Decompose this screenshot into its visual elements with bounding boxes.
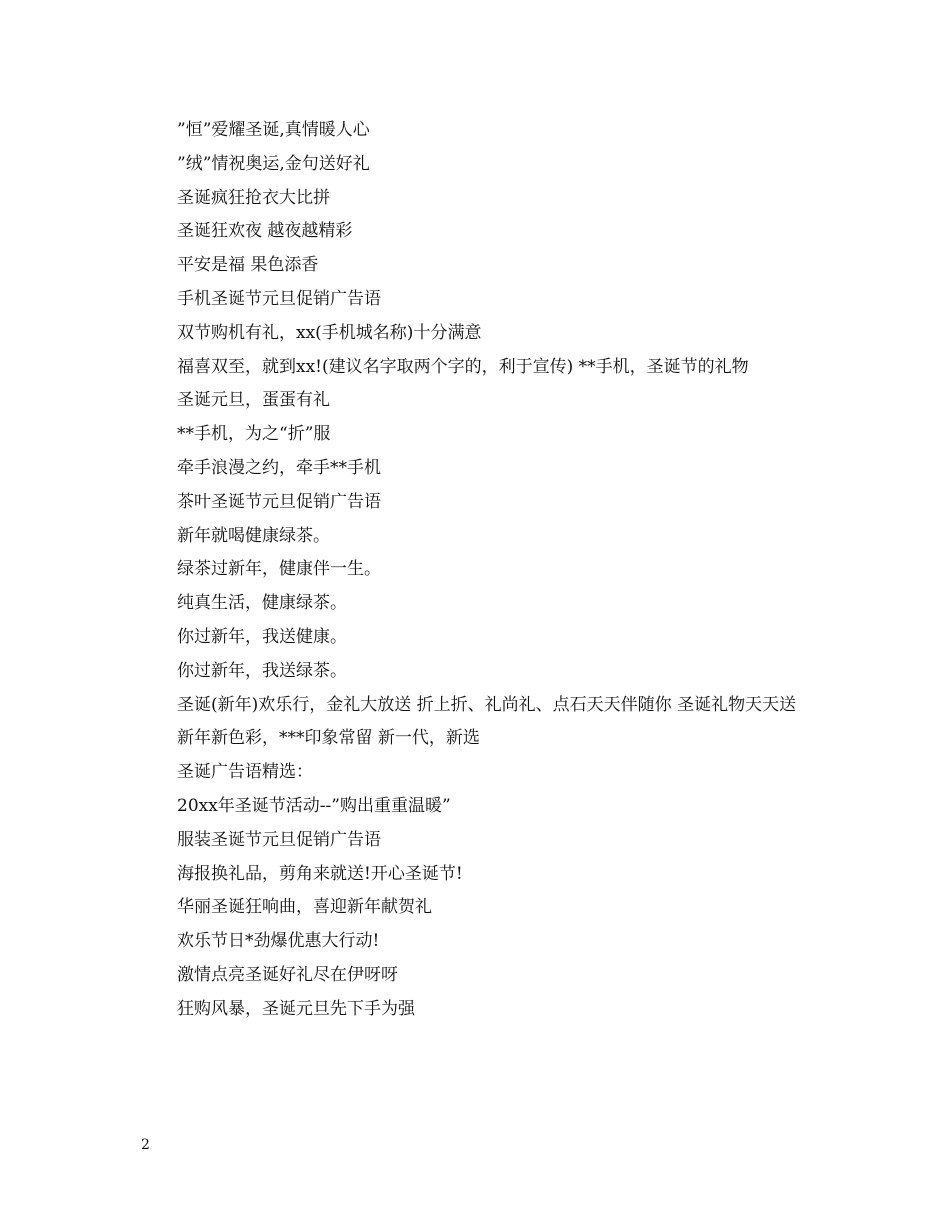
paragraph: 华丽圣诞狂响曲，喜迎新年献贺礼 (177, 897, 432, 918)
paragraph: 平安是福 果色添香 (177, 255, 319, 276)
paragraph: 欢乐节日*劲爆优惠大行动! (177, 931, 380, 952)
paragraph: 狂购风暴，圣诞元旦先下手为强 (177, 998, 415, 1019)
paragraph: ”绒”情祝奥运,金句送好礼 (177, 153, 370, 174)
paragraph: 你过新年，我送绿茶。 (177, 660, 347, 681)
paragraph: 圣诞广告语精选： (177, 762, 313, 783)
paragraph: 牵手浪漫之约，牵手**手机 (177, 457, 381, 478)
paragraph: **手机，为之“折”服 (177, 424, 331, 445)
paragraph: 绿茶过新年，健康伴一生。 (177, 559, 381, 580)
paragraph: 纯真生活，健康绿茶。 (177, 593, 347, 614)
paragraph: 海报换礼品，剪角来就送!开心圣诞节! (177, 863, 463, 884)
paragraph: 福喜双至，就到xx!(建议名字取两个字的，利于宣传) **手机，圣诞节的礼物 (177, 356, 749, 377)
paragraph: 手机圣诞节元旦促销广告语 (177, 288, 381, 309)
document-body (141, 114, 815, 1027)
paragraph: 你过新年，我送健康。 (177, 626, 347, 647)
paragraph: 服装圣诞节元旦促销广告语 (177, 829, 381, 850)
page-number: 2 (141, 1137, 150, 1153)
paragraph: 圣诞狂欢夜 越夜越精彩 (177, 221, 353, 242)
paragraph: 圣诞(新年)欢乐行，金礼大放送 折上折、礼尚礼、点石天天伴随你 圣诞礼物天天送 (177, 694, 797, 715)
paragraph: 激情点亮圣诞好礼尽在伊呀呀 (177, 964, 398, 985)
paragraph: 新年新色彩，***印象常留 新一代，新选 (177, 728, 480, 749)
paragraph: 茶叶圣诞节元旦促销广告语 (177, 491, 381, 512)
paragraph: 20xx年圣诞节活动--”购出重重温暖” (177, 795, 451, 816)
paragraph: 新年就喝健康绿茶。 (177, 525, 330, 546)
paragraph: 圣诞疯狂抢衣大比拼 (177, 187, 330, 208)
paragraph: ”恒”爱耀圣诞,真情暖人心 (177, 120, 370, 140)
paragraph: 圣诞元旦，蛋蛋有礼 (177, 390, 330, 411)
paragraph: 双节购机有礼，xx(手机城名称)十分满意 (177, 322, 482, 343)
